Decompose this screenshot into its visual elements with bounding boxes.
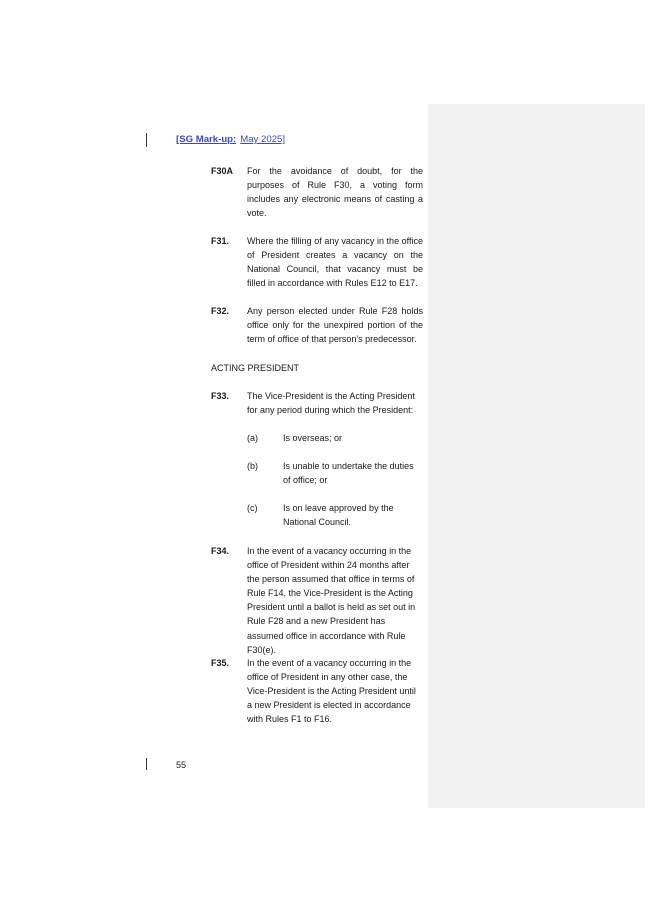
page-number: 55 [176,760,187,770]
sub-item-text: Is overseas; or [283,433,343,443]
sub-item-label: (b) [247,461,258,471]
rule-text: The Vice-President is the Acting President for any period during which the President: [247,391,415,416]
sub-item-text: Is unable to undertake the duties of office; or [283,461,414,486]
rule-number: F33. [211,391,230,401]
rule-number: F30A [211,166,234,176]
rule-number: F34. [211,546,230,556]
sub-item-text: Is on leave approved by the National Council. [283,503,394,528]
rule-text: In the event of a vacancy occurring in the office of President within 24 months after the person assumed that office in terms of Rule F14, the Vice-President is the Acting President until a ballot is held as set out in Rule F28 and a new President has assumed office in accordance with Rule F30(e). [247,546,416,655]
rule-number: F32. [211,306,230,316]
sub-item-label: (a) [247,433,258,443]
markup-label: [SG Mark-up: May 2025] [176,134,286,145]
rule-text: For the avoidance of doubt, for the purposes of Rule F30, a voting form includes any electronic means of casting a vote. [247,166,423,219]
rule-number: F31. [211,236,230,246]
rule-text: Where the filling of any vacancy in the office of President creates a vacancy on the National Council, that vacancy must be filled in accordance with Rules E12 to E17. [247,236,423,289]
rule-number: F35. [211,658,230,668]
change-bar [146,133,147,147]
rule-text: In the event of a vacancy occurring in the office of President in any other case, the Vice-President is the Acting President until a new President is elected in accordance with Rules F1 to F16. [247,658,416,725]
rule-text: Any person elected under Rule F28 holds office only for the unexpired portion of the term of office of that person's predecessor. [247,306,423,345]
change-bar [146,758,147,770]
comment-pane [428,104,645,808]
section-heading: ACTING PRESIDENT [211,363,300,373]
sub-item-label: (c) [247,503,258,513]
